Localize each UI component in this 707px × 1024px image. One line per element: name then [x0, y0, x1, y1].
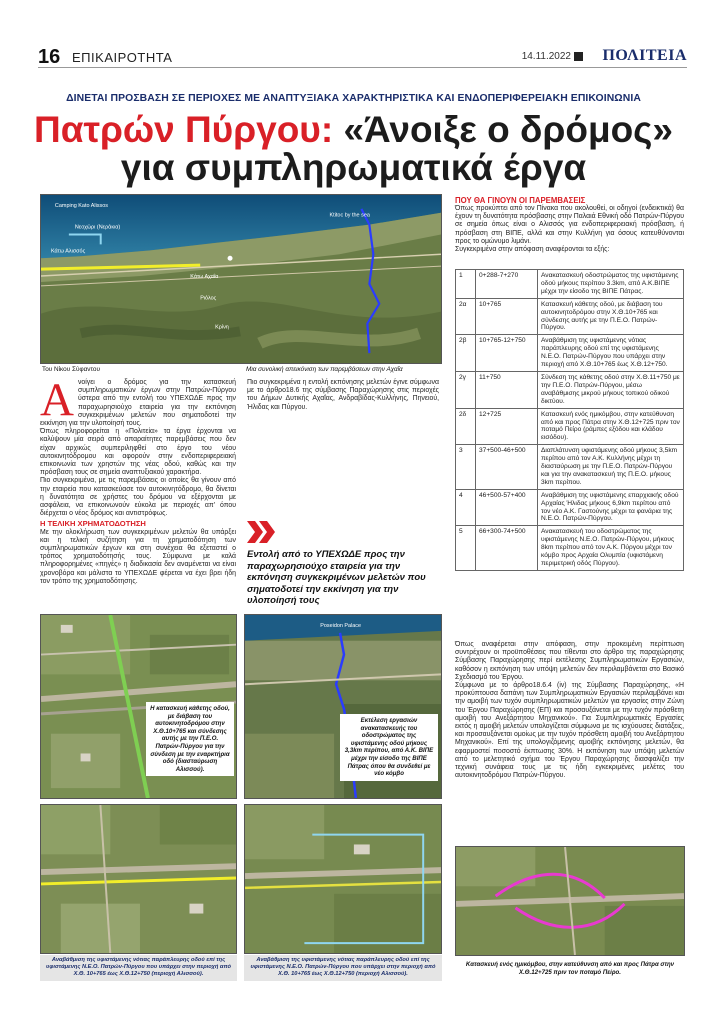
chainage: 46+500-57+400: [476, 489, 538, 526]
row-number: 2γ: [456, 371, 476, 408]
chevron-right-icon: [247, 521, 277, 543]
brand-logo: ΠΟΛΙΤΕΙΑ: [602, 47, 687, 64]
chainage: 12+725: [476, 408, 538, 445]
photo-caption: Κατασκευή ενός ημικόμβου, στην κατεύθυνση από και προς Πάτρα στην Χ.Θ.12+725 πριν τον ποταμό Πείρο.: [455, 958, 685, 979]
paragraph: Σύμφωνα με το άρθρο18.6.4 (iv) της Σύμβασης Παραχώρησης, «Η προκύπτουσα δαπάνη των Συμπληρωματικών Εργασιών περιλαμβάνει και την αμοιβή των τυχόν συμπληρωματικών μελετών για εργασίες στην Ζώνη του Έργου Παραχώρησης (ΕΠ) και προσαυξάνεται με την τυχόν πρόσθετη αμοιβή του Ανεξάρτητου Μηχανικού». Για Συμπληρωματικές Εργασίες εκτός η αμοιβή μελετών υπολογίζεται σύμφωνα με τις ισχύουσες διατάξεις, και προσαυξάνεται ομοίως με την τυχόν πρόσθετη αμοιβή του Ανεξάρτητου Μηχανικού». Επί της υπολογιζόμενης αμοιβής εκπόνησης μελετών, θα εφαρμοστεί ποσοστό έκπτωσης 30%. Η εκπόνηση των υπόψη μελετών από το μελετητικό σχήμα του Έργου Παραχώρησης διασφαλίζει την τεχνική συνάφεια τους με τις ήδη εγκεκριμένες μελέτες του αυτοκινητοδρόμου Πατρών-Πύργου.: [455, 682, 684, 780]
photo-caption: Αναβάθμιση της υφιστάμενης νότιας παράπλευρης οδού επί της υφιστάμενης Ν.Ε.Ο. Πατρών-Πύργου που υπάρχει στην περιοχή από Χ.Θ. 10+765 έως Χ.Θ.12+750 (περιοχή Αλισσού).: [244, 955, 442, 981]
table-row: [456, 298, 684, 335]
description: Κατασκευή κάθετης οδού, με διάβαση του αυτοκινητοδρόμου στην Χ.Θ.10+765 και σύνδεσης αυτής με την Π.Ε.Ο. Πατρών-Πύργου.: [538, 298, 684, 335]
description: Διαπλάτυνση υφιστάμενης οδού μήκους 3,5km περίπου από τον Α.Κ. Κυλλήνης μέχρι τη διασταύρωση με την Π.Ε.Ο. Πατρών-Πύργου και για την ανακατασκευή της Π.Ε.Ο. μήκους 3km περίπου.: [538, 445, 684, 490]
row-number: 1: [456, 270, 476, 299]
headline-red: Πατρών Πύργου:: [33, 109, 334, 150]
photo-half-interchange: [455, 846, 685, 956]
row-number: 5: [456, 526, 476, 571]
photo-parallel-road-a: [40, 804, 237, 954]
square-icon: [574, 52, 583, 61]
photo-parallel-road-b: [244, 804, 442, 954]
dropcap: Α: [40, 374, 74, 426]
table-row: [456, 335, 684, 372]
kicker: ΔΙΝΕΤΑΙ ΠΡΟΣΒΑΣΗ ΣΕ ΠΕΡΙΟΧΕΣ ΜΕ ΑΝΑΠΤΥΞΙΑΚΑ ΧΑΡΑΚΤΗΡΙΣΤΙΚΑ ΚΑΙ ΕΝΔΟΠΕΡΙΦΕΡΕΙΑΚΗ ΕΠΙΚΟΙΝΩΝΙΑ: [66, 93, 641, 104]
row-number: 4: [456, 489, 476, 526]
row-number: 2δ: [456, 408, 476, 445]
table-row: [456, 526, 684, 571]
table-row: [456, 489, 684, 526]
chainage: 37+500-46+500: [476, 445, 538, 490]
pull-quote: Εντολή από το ΥΠΕΧΩΔΕ προς την παραχωρησιούχο εταιρεία για την εκπόνηση συγκεκριμένων μελετών που σηματοδοτεί την εκκίνηση για την υλοποίησή τους: [247, 549, 426, 606]
row-number: 2α: [456, 298, 476, 335]
map-label: Νεοχώρι (Νεράκια): [74, 224, 121, 231]
article-column-2: [247, 379, 439, 412]
map-label: Ριόλος: [200, 295, 217, 302]
table-row: [456, 371, 684, 408]
sidebar-after-table: [455, 641, 684, 780]
description: Σύνδεση της κάθετης οδού στην Χ.Θ.11+750 με την Π.Ε.Ο. Πατρών-Πύργου, μέσω αναβάθμισης μικρού μήκους τοπικού οδικού δικτύου.: [538, 371, 684, 408]
description: Αναβάθμιση της υφιστάμενης νότιας παράπλευρης οδού επί της υφιστάμενης Ν.Ε.Ο. Πατρών-Πύργου που υπάρχει στην περιοχή από Χ.Θ.10+765 έως Χ.Θ.12+750.: [538, 335, 684, 372]
map-label: Κάτω Αχαΐα: [190, 274, 219, 281]
byline: Του Νίκου Σύφαντου: [42, 366, 100, 373]
headline-line-1: [0, 110, 707, 150]
description: Ανακατασκευή του οδοστρώματος της υφιστάμενης Ν.Ε.Ο. Πατρών-Πύργου, μήκους 8km περίπου από τον Α.Κ. Πύργου μέχρι τον κόμβο προς Αρχαία Ολυμπία (υφιστάμενη περιμετρική οδός Πύργου).: [538, 526, 684, 571]
article-column-1: [40, 374, 236, 586]
description: Ανακατασκευή οδοστρώματος της υφιστάμενης οδού μήκους περίπου 3.3km, από Α.Κ.ΒΙΠΕ μέχρι την είσοδο της ΒΙΠΕ Πάτρας.: [538, 270, 684, 299]
description: Αναβάθμιση της υφιστάμενης επαρχιακής οδού Αρχαίας Ήλιδας μήκους 6,9km περίπου από τον νέο Α.Κ. Γαστούνης μέχρι τα φανάρια της Ν.Ε.Ο. Πατρών-Πύργου.: [538, 489, 684, 526]
paragraph: νοίγει ο δρόμος για την κατασκευή συμπληρωματικών έργων στην Πατρών-Πύργου ύστερα από την εντολή του ΥΠΕΧΩΔΕ προς την παραχωρησιούχο εταιρεία για την εκπόνηση συγκεκριμένων μελετών που σηματοδοτεί την εκκίνηση για την υλοποίησή τους.: [40, 379, 236, 428]
paragraph: Όπως αναφέρεται στην απόφαση, στην προκειμένη περίπτωση συντρέχουν οι προϋποθέσεις που τίθενται στο άρθρο της παραχώρησης Σύμβασης Παραχώρησης περί εκτέλεσης Συμπληρωματικών Εργασιών, καθόσον η εκπόνηση των υπόψη μελετών δεν περιλαμβάνεται στο Βασικό Σχεδιασμό του Έργου.: [455, 641, 684, 681]
map-label: Κρίνη: [215, 324, 229, 331]
interventions-table: [455, 269, 684, 571]
chainage: 0+288-7+270: [476, 270, 538, 299]
map-label: Κάτω Αλισσός: [50, 248, 86, 255]
photo-caption: Εκτέλεση εργασιών ανακατασκευής του οδοστρώματος της υφιστάμενης οδού μήκους 3,3km περίπου, από Α.Κ. ΒΙΠΕ μέχρι την είσοδο της ΒΙΠΕ Πάτρας όπου θα συνδεθεί με νέο κόμβο: [340, 714, 438, 781]
sidebar-title: ΠΟΥ ΘΑ ΓΙΝΟΥΝ ΟΙ ΠΑΡΕΜΒΑΣΕΙΣ: [455, 196, 586, 205]
map-label: Ktitoc by the sea: [329, 212, 370, 219]
page-number: 16: [38, 46, 61, 68]
chainage: 11+750: [476, 371, 538, 408]
headline-dark: «Άνοιξε ο δρόμος»: [343, 109, 674, 150]
row-number: 2β: [456, 335, 476, 372]
sidebar-intro: [455, 205, 684, 254]
photo-caption: Αναβάθμιση της υφιστάμενης νότιας παράπλευρης οδού επί της υφιστάμενης Ν.Ε.Ο. Πατρών-Πύργου που υπάρχει στην περιοχή από Χ.Θ. 10+765 έως Χ.Θ.12+750 (περιοχή Αλισσού).: [40, 955, 237, 981]
headline-line-2: για συμπληρωματικά έργα: [120, 147, 587, 188]
paragraph: Πιο συγκεκριμένα, με τις παρεμβάσεις οι οποίες θα γίνουν από την εταιρεία που κατασκεύασε τον αυτοκινητόδρομο, θα δίνεται η δυνατότητα σε χρήστες του δρόμου να εξέρχονται με ασφάλεια, να επικοινωνούν εύκολα με περιοχές απ' όπου διέρχεται ο νέος δρόμος και αντιστρόφως.: [40, 477, 236, 518]
page-header: [38, 46, 687, 68]
paragraph: Συγκεκριμένα στην απόφαση αναφέρονται τα εξής:: [455, 246, 610, 254]
row-number: 3: [456, 445, 476, 490]
table-row: [456, 270, 684, 299]
description: Κατασκευή ενός ημικόμβου, στην κατεύθυνση από και προς Πάτρα στην Χ.Θ.12+725 πριν τον ποταμό Πείρο (ράμπες εξόδου και κλάδου εισόδου).: [538, 408, 684, 445]
paragraph: Όπως προκύπτει από τον Πίνακα που ακολουθεί, οι οδηγοί (ενδεικτικά) θα έχουν τη δυνατότητα πρόσβασης στην Παλαιά Εθνική οδό Πατρών-Πύργου σε σημεία όπως είναι ο Αλισσός για ενδοπεριφερειακή πρόσβαση, ή πρόσβαση στη ΒΙΠΕ, αλλά και στην Κυλλήνη για όσους κατευθύνονται προς το ομώνυμο λιμάνι.: [455, 205, 684, 245]
paragraph: Πιο συγκεκριμένα η εντολή εκπόνησης μελετών έγινε σύμφωνα με το άρθρο18.6 της σύμβασης Παραχώρησης στις περιοχές του Δήμων Δυτικής Αχαΐας, Ανδραβίδας-Κυλλήνης, Πηνειού, Ήλιδας και Πύργου.: [247, 379, 439, 411]
map-label: Camping Kato Alissos: [54, 202, 109, 209]
chainage: 10+765: [476, 298, 538, 335]
table-row: [456, 408, 684, 445]
issue-date: 14.11.2022: [521, 51, 571, 62]
main-aerial-photo: [40, 194, 442, 364]
table-row: [456, 445, 684, 490]
paragraph: Όπως πληροφορείται η «Πολιτεία» τα έργα έρχονται να καλύψουν μία σειρά από απαραίτητες παρεμβάσεις που δεν είχαν αρχικώς συμπεριληφθεί στο έργο του νέου αυτοκινητόδρομου και αφορούν στην ενδοπεριφερειακή επικοινωνία των χρηστών της νέας οδού, καθώς και την πρόσβαση τους σε σημεία αναπτυξιακού χαρακτήρα.: [40, 428, 236, 477]
map-label: Poseidon Palace: [320, 622, 362, 629]
chainage: 66+300-74+500: [476, 526, 538, 571]
main-photo-caption: Μια συνολική απεικόνιση των παρεμβάσεων στην Αχαΐα: [246, 366, 403, 373]
chainage: 10+765-12+750: [476, 335, 538, 372]
subheading: Η ΤΕΛΙΚΗ ΧΡΗΜΑΤΟΔΟΤΗΣΗ: [40, 519, 146, 529]
section-name: ΕΠΙΚΑΙΡΟΤΗΤΑ: [72, 50, 173, 65]
paragraph: Με την ολοκλήρωση των συγκεκριμένων μελετών θα υπάρξει και η τελική συζήτηση για τη χρηματοδότηση των συμπληρωματικών έργων και στη συνέχεια θα εξεταστεί ο τρόπος χρηματοδότησής τους. Σύμφωνα με καλά πληροφορημένες «πηγές» η διαδικασία δεν αναμένεται να είναι χρονοβόρα και μάλιστα το ΥΠΕΧΩΔΕ φέρεται να έχει βρει ήδη τον τρόπο της χρηματοδότησης.: [40, 528, 236, 585]
photo-caption: Η κατασκευή κάθετης οδού, με διάβαση του αυτοκινητοδρόμου στην Χ.Θ.10+765 και σύνδεσης αυτής με την Π.Ε.Ο. Πατρών-Πύργου για την σύνδεση με την εναρκτήρια οδό (διασταύρωση Αλισσού).: [146, 702, 234, 776]
